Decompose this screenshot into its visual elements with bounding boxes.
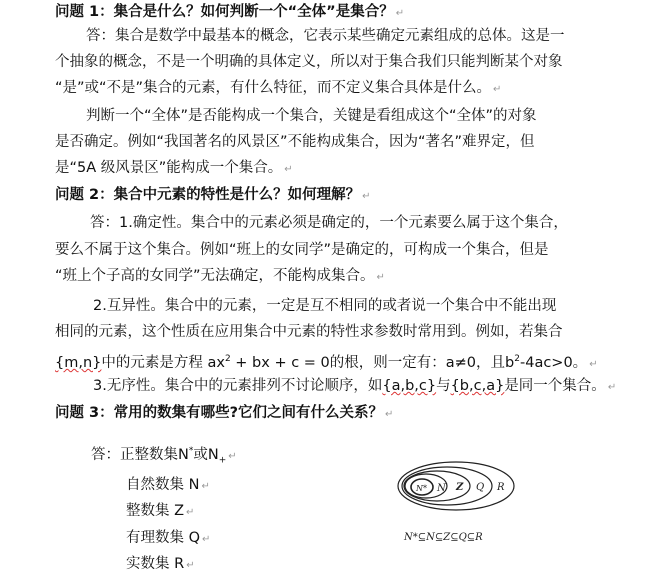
q2-answer-line: 3.无序性。集合中的元素排列不讨论顺序，如{a,b,c}与{b,c,a}是同一个集合。 ↵: [93, 378, 617, 394]
number-set-item: 整数集 Z ↵: [126, 503, 195, 519]
diagram-caption: N*⊆N⊆Z⊆Q⊆R: [404, 532, 483, 543]
label-q: Q: [476, 482, 485, 493]
q2-answer-line: 2.互异性。集合中的元素，一定是互不相同的或者说一个集合中不能出现: [93, 298, 557, 314]
q2-answer-line: 相同的元素，这个性质在应用集合中元素的特性求参数时常用到。例如，若集合: [55, 324, 563, 340]
q3-answer: 答：正整数集N*或$N_+$ ↵: [91, 446, 237, 466]
label-n: N: [437, 483, 446, 494]
label-r: R: [497, 482, 505, 493]
q2-answer-line: 答：1.确定性。集合中的元素必须是确定的，一个元素要么属于这个集合，: [90, 215, 568, 231]
q1-answer-line: 答：集合是数学中最基本的概念，它表示某些确定元素组成的总体。这是一: [86, 28, 565, 44]
number-set-item: 自然数集 N ↵: [126, 477, 210, 493]
q1-title: 问题 1：集合是什么？如何判断一个“全体”是集合？ ↵: [55, 4, 405, 20]
q1-answer-line: 是否确定。例如“我国著名的风景区”不能构成集合，因为“著名”难界定，但: [55, 134, 535, 150]
q2-title: 问题 2：集合中元素的特性是什么？如何理解？ ↵: [55, 187, 371, 203]
q1-answer-line: 判断一个“全体”是否能构成一个集合，关键是看组成这个“全体”的对象: [86, 108, 537, 124]
q1-answer-line: “是”或“不是”集合的元素，有什么特征，而不定义集合具体是什么。 ↵: [55, 80, 502, 96]
q2-answer-line: {m,n}中的元素是方程 $ax^2$ + bx + c = 0的根，则一定有：a≠0，且$b^2-4ac>0$。 ↵: [55, 354, 598, 371]
number-set-item: 有理数集 Q ↵: [126, 530, 211, 546]
nested-sets-diagram: [392, 458, 542, 550]
q1-answer-line: 是“5A 级风景区”能构成一个集合。 ↵: [55, 160, 293, 176]
q3-title: 问题 3：常用的数集有哪些?它们之间有什么关系？ ↵: [55, 405, 394, 421]
q2-answer-line: “班上个子高的女同学”无法确定，不能构成集合。 ↵: [55, 268, 385, 284]
label-nstar: N*: [416, 484, 427, 493]
q2-answer-line: 要么不属于这个集合。例如“班上的女同学”是确定的，可构成一个集合，但是: [55, 242, 549, 258]
q1-answer-line: 个抽象的概念，不是一个明确的具体定义，所以对于集合我们只能判断某个对象: [55, 54, 563, 70]
label-z: Z: [456, 482, 464, 493]
number-set-item: 实数集 R ↵: [126, 556, 195, 572]
